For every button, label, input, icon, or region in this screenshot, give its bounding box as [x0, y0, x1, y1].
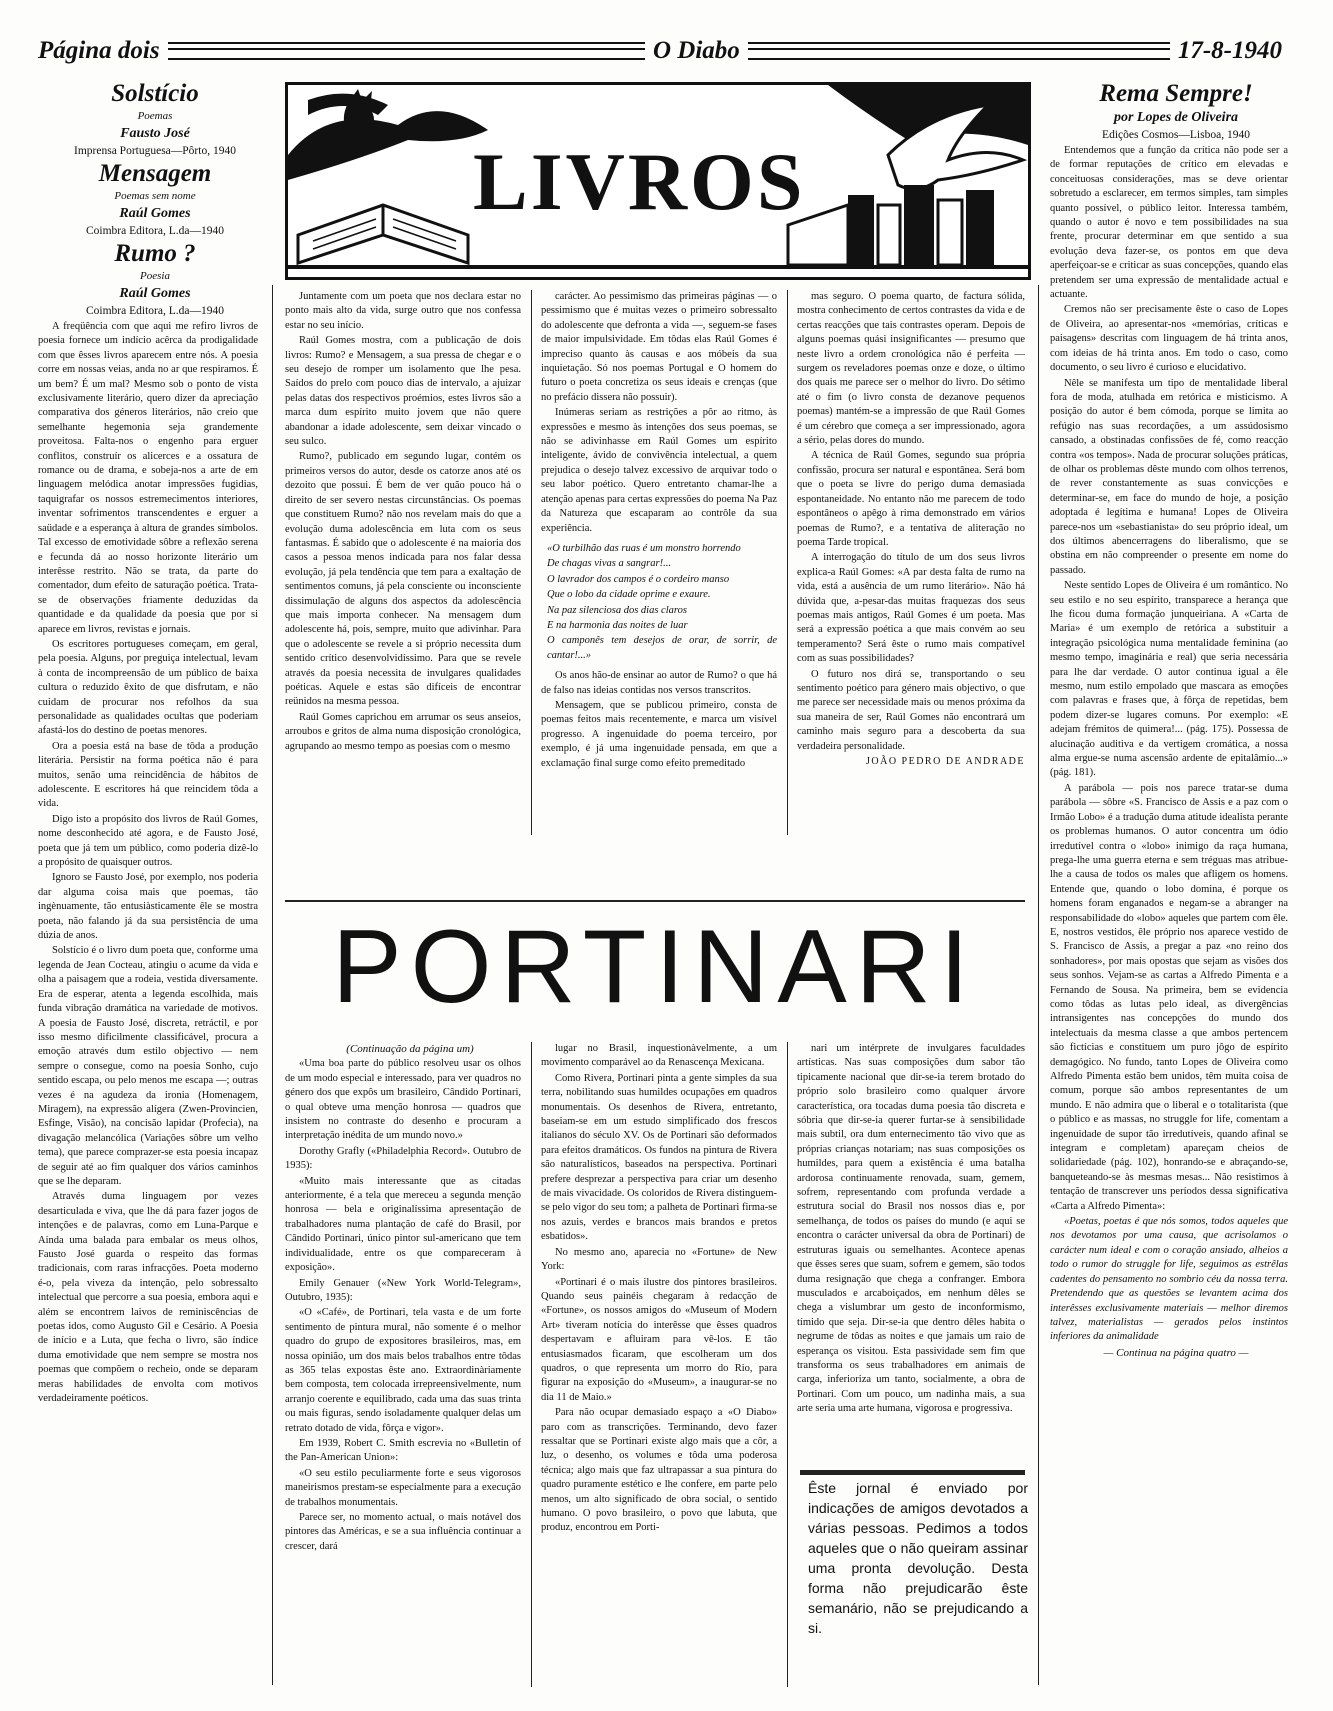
poem-line: De chagas vivas a sangrar!...	[547, 558, 671, 570]
column-rule	[787, 1042, 788, 1687]
subscription-notice: Êste jornal é enviado por indicações de amigos devotados a várias pessoas. Pedimos a todos aqueles que o não queiram assinar uma pronta devolução. Desta forma não prejudicarão êste semanário, não se prejudicando a si.	[808, 1480, 1028, 1636]
page-number: Página dois	[30, 34, 168, 68]
poem-quote	[547, 542, 777, 663]
paragraph: Para não ocupar demasiado espaço a «O Diabo» paro com as transcrições. Terminando, devo fazer ressaltar que se Portinari existe algo mais que a côr, a luz, o desenho, os volumes e tôda uma poderosa técnica; algo mais que faz ultrapassar a sua pintura do quadro puramente estético e lhe confere, em parte pelo menos, um alto significado de obra social, o sentido humano. O povo brasileiro, o povo que labuta, que produz, encontrou em Porti-	[541, 1407, 777, 1534]
paragraph: carácter. Ao pessimismo das primeiras páginas — o pessimismo que é muitas vezes o primeiro sobressalto do adolescente que defronta a vida —, seguem-se fases de maior impulsividade. Em tôdas elas Raúl Gomes é impreciso quanto às causas e aos móbeis da sua inquietação. Só nos poemas Portugal e O homem do futuro o poeta concretiza os seus ideais e crenças (que no prefácio dissera não possuir).	[541, 291, 777, 403]
paragraph: nari um intérprete de invulgares faculdades artísticas. Nas suas composições dum sabor tão tipicamente nacional que dir-se-ia terem brotado do próprio solo brasileiro como qualquer árvore característica, ora tocadas duma poesia tão discreta e sóbria que dir-se-ia querer furtar-se à sensibilidade mais subtil, ora dum enternecimento tão vivo que as próprias crianças notariam; nas suas composições os humildes, para quem a existência é uma batalha ardorosa continuamente renovada, suam, gemem, sofrem, representando com profunda verdade a estrutura social do Brasil nos nossos dias e, por semelhança, de todos os países do mundo (e aqui se encontra o carácter universal da obra de Portinari) de estruturas iguais ou semelhantes. Acontece apenas que êsses seres que suam, sofrem e gemem, são todos duma resignação que chega a confranger. Embora musculados e arcaboiçados, em nenhum dêles se chega a vislumbrar um gesto de inconformismo, tímido que seja. Dir-se-ia que dentro dêles habita o negrume de tôdas as noites e que jamais um raio de esperança os visitou. Esta passividade sem fim que transforma os seus trabalhadores em animais de carga, inferioriza um tanto, socialmente, a obra de Portinari. Com um pouco, um nadinha mais, a sua arte seria uma arte humana, vigorosa e progressiva.	[797, 1043, 1025, 1415]
portinari-headline: PORTINARI	[332, 909, 978, 1025]
paragraph: O futuro nos dirá se, transportando o seu sentimento poético para género mais objectivo, o que me parece ser necessidade mais ou menos próxima da sua maneira de ser, Raúl Gomes não encontrará um caminho mais seguro para a descoberta da sua verdadeira personalidade.	[797, 668, 1025, 752]
paragraph: Os escritores portugueses começam, em geral, pela poesia. Alguns, por preguiça intelectual, levam à conta de incompreensão de um público de baixa cultura o reduzido êxito de que disfrutam, e não cuidam de procurar nos refolhos da sua personalidade as qualidades ocultas que poderiam afastá-los do destino de poetas menores.	[38, 638, 258, 737]
book-author: por Lopes de Oliveira	[1113, 110, 1239, 125]
paragraph: A parábola — pois nos parece tratar-se duma parábola — sôbre «S. Francisco de Assis e a paz com o Irmão Lobo» é a tradução duma atitude idealista perante os problemas humanos. O autor concentra um ódio irredutível contra o «lobo» inimigo da raça humana, prega-lhe uma guerra eterna e sem tréguas mas atribue-lhe a causa de todos os males que afligem os homens. Entende que, quando o lobo domina, é porque os homens foram enganados e negam-se a abranger na responsabilidade do «lobo» aqueles que partem com êle. E, nostros vestidos, êle próprio nos aparece vestido de S. Francisco de Assis, a pregar a paz «no reino dos sonhadores», por mais opostas que sejam as visões dos seus sonhos. Vejam-se as cartas a Alfredo Pimenta e a Fernando de Sousa. Na primeira, bem se evidencia como tôdas as lutas pelo ideal, as divergências intransigentes nas concepções do mundo dos intelectuais da mesma classe a que ambos pertencem são fictícias e constituem um puro jôgo de espírito demagógico. No fundo, tanto Lopes de Oliveira como Alfredo Pimenta estão bem unidos, têm muita coisa de comum, porque são ambos representantes de um mundo. E não admira que o liberal e o totalitarista (que o público e as massas, no struggle for life, comentam a ingenuidade de supor tão irredutíveis, quando afinal se integram e completam) apareçam cheios de solidariedade (pág. 102), honrando-se e abraçando-se, banqueteando-se às mesmas mesas... Não resistimos à tentação de transcrever uns períodos dessa significativa «Carta a Alfredo Pimenta»:	[1050, 782, 1288, 1212]
book-publisher: Coimbra Editora, L.da—1940	[86, 225, 224, 237]
paragraph: Neste sentido Lopes de Oliveira é um romântico. No seu estilo e no seu espírito, transparece a herança que lhe ficou duma formação junqueiriana. A «Carta de Maria» é um exemplo de retórica a substituir a integração psicológica numa mentalidade feminina (ao mesmo tempo, imaginária e real) que seria necessária para lhe dar verdade. O autor continua igual a êle mesmo, num estilo empolado que mascara as emoções com palavras e frases que, à fôrça de repetidas, bem podem dizer-se lugares comuns. Por exemplo: «E adejam frémitos de quimera!... (pág. 175). Possessa de alucinação auditiva e da vertigem cromática, a nossa alma ergue-se numa ascensão ardente de epitalâmio...» (pág. 181).	[1050, 580, 1288, 779]
column-rule	[1038, 285, 1039, 1685]
book-title: Solstício	[111, 80, 199, 107]
portinari-column-3	[797, 1042, 1025, 1462]
section-rule	[285, 900, 1025, 902]
paragraph: Entendemos que a função da crítica não pode ser a de formar reputações de crítico em elevadas e conceituosas considerações, mas se deve orientar sobretudo a esclarecer, em termos simples, tam simples quanto possível, o público leitor. Interessa também, quando o autor é novo e tem possibilidades na sua frente, procurar determinar em que sentido a sua evolução deva fazer-se, os pontos em que deva aperfeiçoar-se e criticar as suas concepções, quando elas pretendem ser uma expressão de mentalidade actual e actuante.	[1050, 145, 1288, 301]
paragraph: Parece ser, no momento actual, o mais notável dos pintores das Américas, e se a sua influência continuar a crescer, dará	[285, 1512, 521, 1552]
column-rule	[272, 285, 273, 1685]
book-entry-rumo	[38, 240, 258, 319]
paragraph: «O «Café», de Portinari, tela vasta e de um forte sentimento de pintura mural, não somente é o melhor quadro do grupo de expositores brasileiros, mas, em nossa opinião, um dos mais belos trabalhos entre tôdas as 365 telas expostas êste ano. Extraordinàriamente bem composta, tem colocada irrepreensivelmente, num arranjo coerente e equilibrado, cada uma das suas trinta ou mais figuras, sendo isoladamente qualquer delas um retrato dotado de vida, fôrça e vigor».	[285, 1307, 521, 1434]
review-column-1	[285, 290, 521, 835]
quoted-paragraph: «Poetas, poetas é que nós somos, todos aqueles que nos devotamos por uma causa, que acrisolamos o carácter num ideal e com o coração ansiado, alheios a todo o rumor do struggle for life, seguimos as estrêlas cadentes do pensamento no sombrio céu da nossa terra. Pretendendo que as questões se levantem acima dos interêsses exclusivamente materiais — melhor diremos talvez, materialistas — gerados pelos instintos inferiores da animalidade	[1050, 1216, 1288, 1343]
paragraph: Como Rivera, Portinari pinta a gente simples da sua terra, nobilitando suas humildes ocupações em quadros monumentais. Os desenhos de Rivera, entretanto, baseiam-se em um estudo simplificado dos frescos italianos do século XV. Os de Portinari são deformados para efeitos dramáticos. Os fundos na pintura de Rivera são naturalísticos, baseados na perspectiva. Portinari prefere desprezar a perspectiva para criar um desenho de mais vivacidade. Os coloridos de Rivera distinguem-se pelo vigor do seu tom; a palheta de Portinari firma-se nos azuis, verdes e brancos mais brandos e pretos esbatidos».	[541, 1072, 777, 1243]
poem-line: O camponês tem desejos de orar, de sorrir, de cantar!...»	[547, 635, 777, 661]
book-genre: Poemas	[137, 110, 173, 122]
poem-line: Na paz silenciosa dos dias claros	[547, 604, 687, 616]
book-publisher: Imprensa Portuguesa—Pôrto, 1940	[74, 145, 236, 157]
livros-banner	[285, 82, 1031, 280]
paragraph: «Uma boa parte do público resolveu usar os olhos de um modo especial e interessado, para ver quadros no género dos que expôs um brasileiro, Cândido Portinari, o qual obteve uma menção honrosa — quadros que insistem no contraste do desenho e procuram a interpretação inédita de um mundo novo.»	[285, 1058, 521, 1142]
masthead	[30, 34, 1290, 74]
portinari-column-1	[285, 1042, 521, 1690]
paragraph: Digo isto a propósito dos livros de Raúl Gomes, nome desconhecido até agora, e de Fausto José, poeta que já tem um público, como poderia dizê-lo a propósito de quaisquer outros.	[38, 813, 258, 869]
paragraph: Solstício é o livro dum poeta que, conforme uma legenda de Jean Cocteau, atingiu o acume da vida e olha a paisagem que a rodeia, vestida diversamente. Era de esperar, atenta a legenda escolhida, mais funda vibração dramática na variedade de motivos. A poesia de Fausto José, discreta, retráctil, e por isso mesmo dificilmente classificável, procura a emoção através dum estilo objectivo — nem sempre o consegue, como na poesia Sonho, cujo sentido escapa, ou pelo menos me escapa —; outras vezes é na agudeza da ironia (Homenagem, Miragem), na expressão alígera (Zwen-Provincien, Esfinge, Visão), na concisão lapidar (Profecia), na divagação melancólica (Variações sôbre um velho tema), que parece comprazer-se esta poesia incapaz de seguir até ao fim qualquer dos vários caminhos que se lhe deparam.	[38, 945, 258, 1187]
continued-note: — Continua na página quatro —	[1103, 1346, 1249, 1359]
paragraph: «Portinari é o mais ilustre dos pintores brasileiros. Quando seus painéis chegaram à redacção de «Fortune», os nossos amigos do «Museum of Modern Art» tiveram notícia do interêsse que êsses quadros despertavam e afluiram para vê-los. E tão entusiasmados ficaram, que escolheram um dos quadros, o que representa um morro do Rio, para figurar na exposição do «Museum», a inaugurar-se no dia 11 de Maio.»	[541, 1276, 777, 1403]
book-author: Raúl Gomes	[119, 206, 191, 221]
column-rule	[787, 290, 788, 835]
notice-rule	[800, 1470, 1025, 1475]
poem-line: Que o lobo da cidade oprime e exaure.	[547, 589, 711, 601]
column-rule	[531, 1042, 532, 1687]
portinari-column-2	[541, 1042, 777, 1690]
book-genre: Poesia	[140, 270, 170, 282]
left-column	[38, 80, 258, 1688]
paragraph: Mensagem, que se publicou primeiro, consta de poemas feitos mais recentemente, e marca um visível progresso. A ingenuidade do poema terceiro, por exemplo, é já uma ingenuidade pensada, em que a exclamação final surge como efeito premeditado	[541, 699, 777, 769]
paragraph: Emily Genauer («New York World-Telegram», Outubro, 1935):	[285, 1277, 521, 1303]
book-entry-solsticio	[38, 80, 258, 159]
paragraph: No mesmo ano, aparecia no «Fortune» de New York:	[541, 1246, 777, 1273]
paragraph: Cremos não ser precisamente êste o caso de Lopes de Oliveira, ao apresentar-nos «memórias, críticas e paisagens» descritas com linguagem de há trinta anos, com ideias de há trinta anos. Em todo o caso, como documento, o seu livro é curioso e elucidativo.	[1050, 304, 1288, 374]
poem-line: O lavrador dos campos é o cordeiro manso	[547, 573, 730, 585]
livros-title: LIVROS	[473, 136, 806, 227]
paragraph: Raúl Gomes caprichou em arrumar os seus anseios, arroubos e gritos de alma numa disposição cronológica, agrupando ao mesmo tempo as poesias com o mesmo	[285, 711, 521, 752]
paragraph: Através duma linguagem por vezes desarticulada e viva, que lhe dá para fazer jogos de intenções e de palavras, como em Luna-Parque e Ainda uma balada para embalar os meus olhos, Fausto José guarda o respeito das formas tradicionais, com raras infracções. Poeta moderno é-o, pela viveza da intenção, pelo sobressalto intelectual que percorre a sua poesia, embora aqui e além se encontrem laivos de reminiscências de poetas idos, como Augusto Gil e Cesário. A Poesia de início e a Luta, que fecha o livro, são índice duma emotividade que nem sempre se mostra nos poemas que compõem o recheio, onde se deparam meras habilidades de envolta com motivos verdadeiramente poéticos.	[38, 1191, 258, 1405]
paragraph: Ora a poesia está na base de tôda a produção literária. Persistir na forma poética não é para muitos, senão uma reincidência de hábitos de adolescente. E escritores há que reincidem tôda a vida.	[38, 740, 258, 810]
book-title: Rumo ?	[114, 240, 196, 267]
paragraph: A técnica de Raúl Gomes, segundo sua própria confissão, procura ser natural e espontânea. Será bom que o poeta se livre do perigo duma demasiada espontaneidade. No entanto não me parecem de todo espontâneos o apêgo à rima demonstrado em vários poemas de Rumo?, e a tentativa de aliteração no poema Tarde tropical.	[797, 450, 1025, 548]
continued-from: (Continuação da página um)	[346, 1043, 474, 1055]
newspaper-name: O Diabo	[645, 34, 748, 68]
book-title: Mensagem	[98, 160, 212, 187]
book-publisher: Edições Cosmos—Lisboa, 1940	[1102, 129, 1250, 141]
poem-line: E na harmonia das noites de luar	[547, 619, 688, 631]
paragraph: lugar no Brasil, inquestionàvelmente, a um movimento comparável ao da Renascença Mexicana.	[541, 1043, 777, 1069]
book-title: Rema Sempre!	[1099, 80, 1253, 107]
poem-line: «O turbilhão das ruas é um monstro horrendo	[547, 542, 741, 554]
paragraph: Em 1939, Robert C. Smith escrevia no «Bulletin of the Pan-American Union»:	[285, 1437, 521, 1464]
right-column	[1050, 80, 1288, 1690]
paragraph: «Muito mais interessante que as citadas anteriormente, é a tela que mereceu a segunda menção honrosa — bela e originalíssima apresentação de trabalhadores numa plantação de café do Brasil, por Cândido Portinari, único pintor sul-americano que tem individualidade, entre os que compareceram à exposição».	[285, 1175, 521, 1274]
paragraph: «O seu estilo peculiarmente forte e seus vigorosos maneirismos prestam-se especialmente para a execução de trabalhos monumentais.	[285, 1467, 521, 1508]
book-author: Fausto José	[120, 126, 190, 141]
paragraph: mas seguro. O poema quarto, de factura sólida, mostra conhecimento de certos contrastes da vida e de certas reacções que tais contrastes operam. Depois de alguns poemas quási insignificantes — presumo que neste livro a ordem cronológica não é perfeita — surgem os reveladores poemas onze e doze, o último dos quais me parece ser o melhor do livro. Do sétimo até o fim (o livro consta de dezanove pequenos poemas) mantém-se a impressão de que Raúl Gomes é um cérebro que começa a ser impressionado, agora a sério, pelas dores do mundo.	[797, 291, 1025, 447]
paragraph: Rumo?, publicado em segundo lugar, contém os primeiros versos do autor, desde os catorze anos até os dezoito que possui. É bem de ver quão pouco há o direito de ser severo nestas circunstâncias. Os poemas que constituem Rumo? não nos revelam mais do que a evolução duma adolescência em luta com os seus fantasmas. É sabido que o adolescente é na maioria dos casos a pessoa menos indicada para nos falar dessa evolução, já pela tendência que tem para a exaltação de sentimentos comuns, já pela consciente ou inconsciente dissimulação de alguns dos aspectos da adolescência que mais importa conhecer. Na mensagem dum adolescente há, pois, sempre, muito que adivinhar. Para que o adolescente se revele a si próprio necessita dum sentido crítico desenvolvidíssimo. Para que se revele através da poesia necessita de invulgares qualidades poéticas. Aquele e estas são difíceis de encontrar reünidos na mesma pessoa.	[285, 451, 521, 708]
book-publisher: Coimbra Editora, L.da—1940	[86, 305, 224, 317]
author-signature: JOÃO PEDRO DE ANDRADE	[865, 756, 1025, 767]
book-entry-mensagem	[38, 160, 258, 239]
paragraph: Ignoro se Fausto José, por exemplo, nos poderia dar alguma coisa mais que poemas, tão ingènuamente, tão entusiàsticamente êle se mostra poeta, não falando já da sua persistência de uma dúzia de anos.	[38, 872, 258, 942]
paragraph: A interrogação do título de um dos seus livros explica-a Raúl Gomes: «A par desta falta de rumo na vida, está a ausência de um rumo literário». Não há dúvida que, a-pesar-das muitas fraquezas dos seus poemas mais antigos, Raúl Gomes é um poeta. Mas será a expressão poética a que mais convém ao seu temperamento? Será êste o rumo mais compatível com as suas possibilidades?	[797, 552, 1025, 665]
paragraph: Os anos hão-de ensinar ao autor de Rumo? o que há de falso nas ideias contidas nos versos transcritos.	[541, 670, 777, 696]
issue-date: 17-8-1940	[1170, 34, 1290, 68]
review-column-2	[541, 290, 777, 835]
paragraph: Inúmeras seriam as restrições a pôr ao ritmo, às expressões e mesmo às intenções dos seus poemas, se não se adivinhasse em Raúl Gomes um espírito inteligente, ávido de convivência intelectual, a quem prejudica o desejo talvez excessivo de arquivar todo o seu labor poético. Quero entretanto chamar-lhe a atenção apenas para certas expressões do poema Na Paz da Natureza que escaparam ao contrôle da sua experiência.	[541, 407, 777, 534]
book-author: Raúl Gomes	[119, 286, 191, 301]
column-rule	[531, 290, 532, 835]
book-genre: Poemas sem nome	[114, 190, 196, 202]
paragraph: Juntamente com um poeta que nos declara estar no ponto mais alto da vida, surge outro que nos confessa estar no seu início.	[285, 291, 521, 331]
paragraph: A freqüência com que aqui me refiro livros de poesia fornece um indício acêrca da prodigalidade com que êsses livros aparecem entre nós. A poesia corre em nossas veias, anda no ar que respiramos. É um bem? É um mal? Mesmo sob o ponto de vista exclusivamente literário, quero dizer da apreciação comparativa dos géneros literários, não creio que semelhante hegemonia seja grandemente proveitosa. Falta-nos o engenho para erguer conflitos, construír os alicerces e a ossatura de romance ou de drama, e sobeja-nos a arte de em linguagem melódica anotar impressões fugidias, taquigrafar os nossos estremecimentos interiores, inventar sofrimentos transcendentes e erguer a saüdade e a esperança à altura de grandes símbolos. Tal excesso de emotividade sôbre a reflexão serena e fecunda dá ao nosso horizonte literário um interêsse restrito. Não se trata, da parte do comentador, dum efeito de saturação poética. Trata-se de observações friamente deduzidas da quantidade e da qualidade da poesia que por si aparece em livros, revistas e jornais.	[38, 321, 258, 635]
paragraph: Raúl Gomes mostra, com a publicação de dois livros: Rumo? e Mensagem, a sua pressa de chegar e o seu desejo de romper um isolamento que lhe pesa. Saídos do prelo com pouco dias de intervalo, a ajuizar pelas datas dos respectivos proémios, estes livros são a marca dum espírito muito jovem que não quere abandonar a idade adolescente, sem deixar vincado o seu sulco.	[285, 335, 521, 448]
paragraph: Dorothy Grafly («Philadelphia Record». Outubro de 1935):	[285, 1145, 521, 1172]
review-column-3	[797, 290, 1025, 835]
paragraph: Nêle se manifesta um tipo de mentalidade liberal fora de moda, atulhada em retórica e misticismo. A posição do autor é bem cómoda, porque se limita ao refúgio nas suas recordações, a um assúdosismo cansado, a obstinadas confissões de fé, como reacção contra «os tempos». Nada de procurar soluções práticas, de olhar os problemas dêste mundo com olhos terrenos, de rever constantemente as suas convicções e determinar-se, em face do mundo de hoje, a posição adoptada é legítima e humana! Lopes de Oliveira parece-nos um «sebastianista» do seu próprio ideal, um dos últimos abencerragens do liberalismo, que se obstina em não compreender o presente em nome do passado.	[1050, 377, 1288, 576]
